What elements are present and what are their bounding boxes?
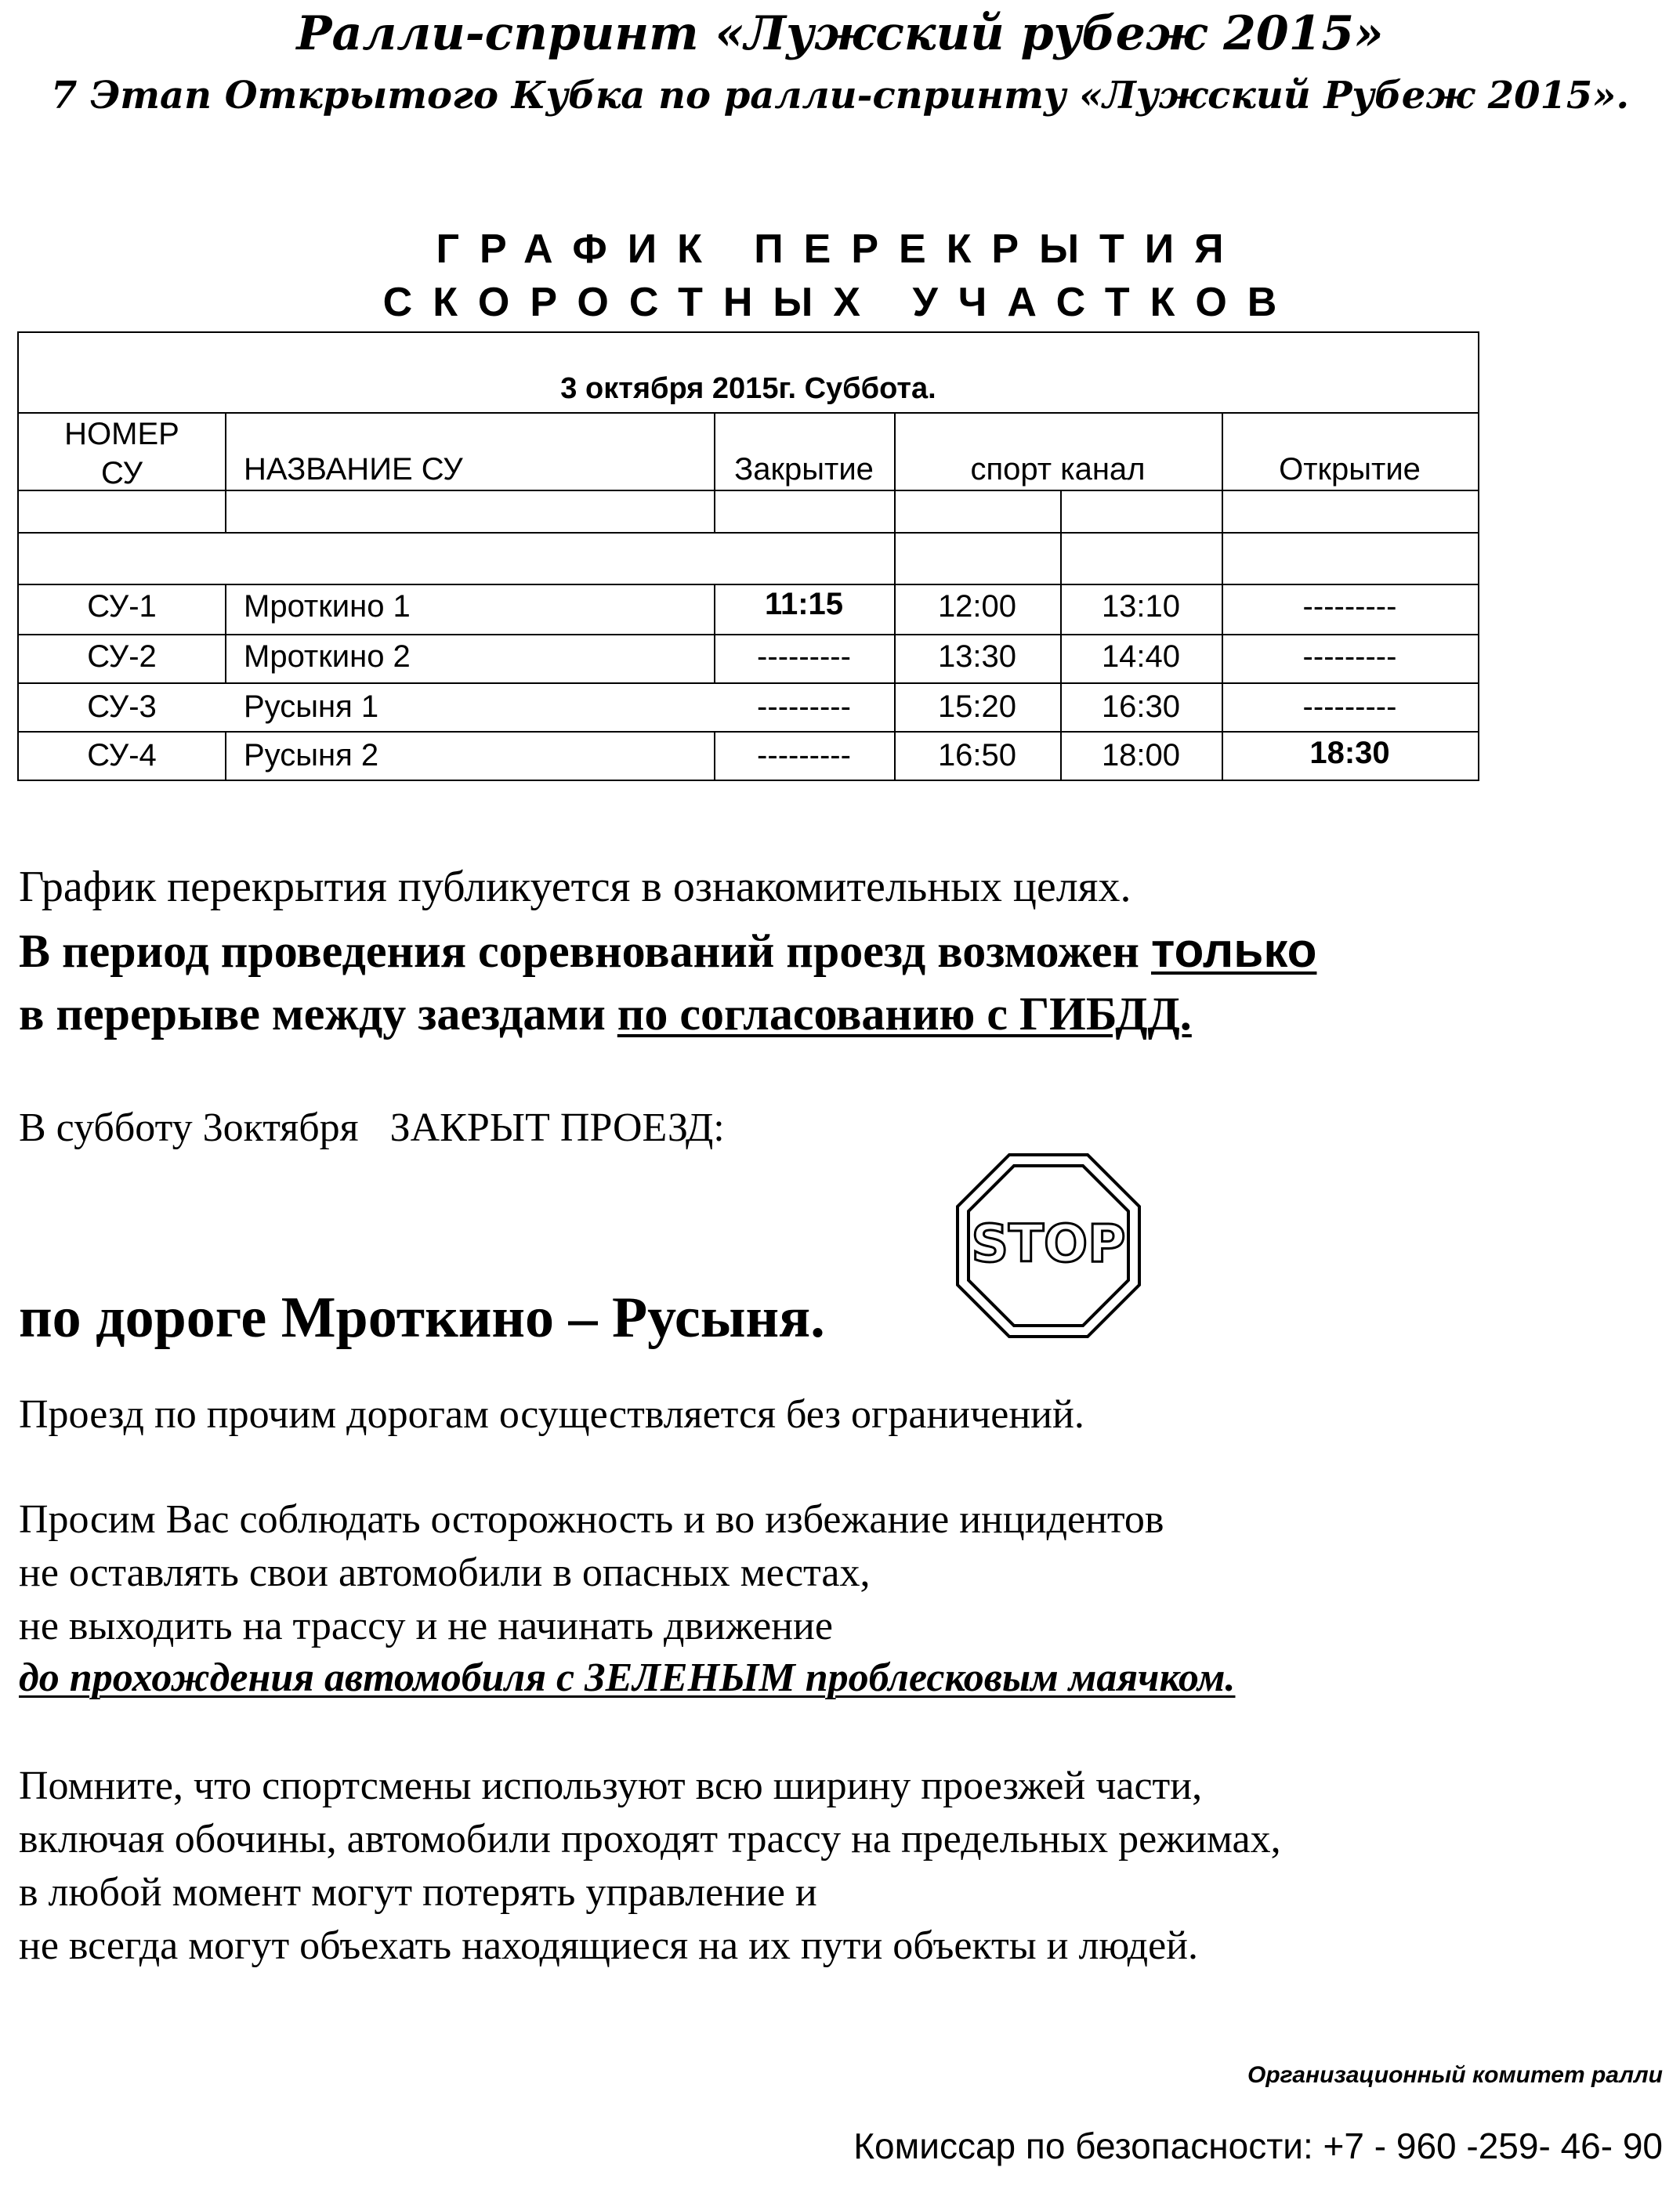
remember-line2: включая обочины, автомобили проходят трассу на предельных режимах, [19, 1817, 1281, 1862]
warning-line1-text: В период проведения соревнований проезд возможен [19, 925, 1151, 977]
row-su4-channel-end: 18:00 [1101, 738, 1181, 772]
column-header-sport-channel: спорт канал [970, 452, 1146, 487]
row-su3-closing: --------- [757, 689, 851, 724]
row-su3-name: Русыня 1 [244, 689, 379, 724]
table-rule [225, 412, 226, 532]
other-roads-text: Проезд по прочим дорогам осуществляется без ограничений. [19, 1392, 1084, 1437]
row-su3-number: СУ-3 [87, 689, 157, 724]
row-su1-channel-end: 13:10 [1101, 589, 1181, 624]
table-rule [225, 584, 226, 682]
caution-line3: не выходить на трассу и не начинать движение [19, 1604, 833, 1648]
column-header-number-line2: СУ [101, 456, 143, 490]
caution-line2: не оставлять свои автомобили в опасных местах, [19, 1550, 871, 1595]
column-header-name: НАЗВАНИЕ СУ [244, 452, 463, 487]
commissioner-contact: Комиссар по безопасности: +7 - 960 -259- 46- 90 [853, 2126, 1663, 2166]
committee-signature: Организационный комитет ралли [1247, 2062, 1663, 2088]
column-header-closing: Закрытие [734, 452, 874, 487]
schedule-heading-line2: СКОРОСТНЫХ УЧАСТКОВ [382, 280, 1298, 325]
row-su4-channel-start: 16:50 [937, 738, 1017, 772]
row-su4-number: СУ-4 [87, 738, 157, 772]
table-rule [19, 490, 1478, 491]
row-su4-closing: --------- [757, 738, 851, 772]
row-su1-number: СУ-1 [87, 589, 157, 624]
document-title: Ралли-спринт «Лужский рубеж 2015» [296, 6, 1384, 61]
date-row: 3 октября 2015г. Суббота. [560, 372, 936, 405]
closed-date: В субботу 3октября [19, 1105, 359, 1150]
row-su2-channel-end: 14:40 [1101, 639, 1181, 674]
row-su2-opening: --------- [1302, 639, 1397, 674]
warning-line2-text: в перерыве между заездами [19, 988, 617, 1040]
remember-line1: Помните, что спортсмены используют всю ширину проезжей части, [19, 1764, 1203, 1808]
table-rule [19, 682, 1478, 684]
info-text: График перекрытия публикуется в ознакомительных целях. [19, 863, 1131, 911]
table-rule [19, 412, 1478, 414]
table-rule [19, 634, 1478, 635]
closed-line [19, 1105, 725, 1151]
warning-line2 [19, 987, 1192, 1041]
column-header-opening: Открытие [1279, 452, 1421, 487]
row-su3-channel-end: 16:30 [1101, 689, 1181, 724]
row-su2-name: Мроткино 2 [244, 639, 411, 674]
caution-line4: до прохождения автомобиля с ЗЕЛЕНЫМ проблесковым маячком. [19, 1655, 1236, 1700]
column-header-number-line1: НОМЕР [64, 417, 179, 451]
row-su1-closing: 11:15 [764, 587, 844, 621]
table-rule [225, 731, 226, 781]
row-su4-name: Русыня 2 [244, 738, 379, 772]
warning-line1 [19, 923, 1316, 979]
row-su1-channel-start: 12:00 [937, 589, 1017, 624]
row-su2-closing: --------- [757, 639, 851, 674]
row-su1-opening: --------- [1302, 589, 1397, 624]
table-rule [19, 532, 1478, 534]
row-su3-opening: --------- [1302, 689, 1397, 724]
schedule-table [17, 331, 1479, 781]
closed-label: ЗАКРЫТ ПРОЕЗД: [389, 1105, 725, 1150]
remember-line4: не всегда могут объехать находящиеся на их пути объекты и людей. [19, 1923, 1199, 1968]
caution-line1: Просим Вас соблюдать осторожность и во избежание инцидентов [19, 1497, 1164, 1542]
remember-line3: в любой момент могут потерять управление и [19, 1870, 817, 1915]
stop-sign-text: STOP [971, 1214, 1126, 1274]
table-rule [19, 731, 1478, 733]
row-su2-channel-start: 13:30 [937, 639, 1017, 674]
row-su2-number: СУ-2 [87, 639, 157, 674]
table-rule [19, 584, 1478, 585]
stop-sign-icon [954, 1152, 1142, 1340]
row-su1-name: Мроткино 1 [244, 589, 411, 624]
row-su4-opening: 18:30 [1309, 736, 1390, 770]
row-su3-channel-start: 15:20 [937, 689, 1017, 724]
warning-only-emphasis: только [1150, 924, 1317, 978]
closed-road: по дороге Мроткино – Русыня. [19, 1286, 825, 1350]
schedule-heading-line1: ГРАФИК ПЕРЕКРЫТИЯ [436, 226, 1244, 272]
column-header-number [19, 414, 225, 493]
warning-gibdd-emphasis: по согласованию с ГИБДД. [617, 988, 1192, 1040]
document-subtitle: 7 Этап Открытого Кубка по ралли-спринту «Лужский Рубеж 2015». [50, 74, 1630, 118]
